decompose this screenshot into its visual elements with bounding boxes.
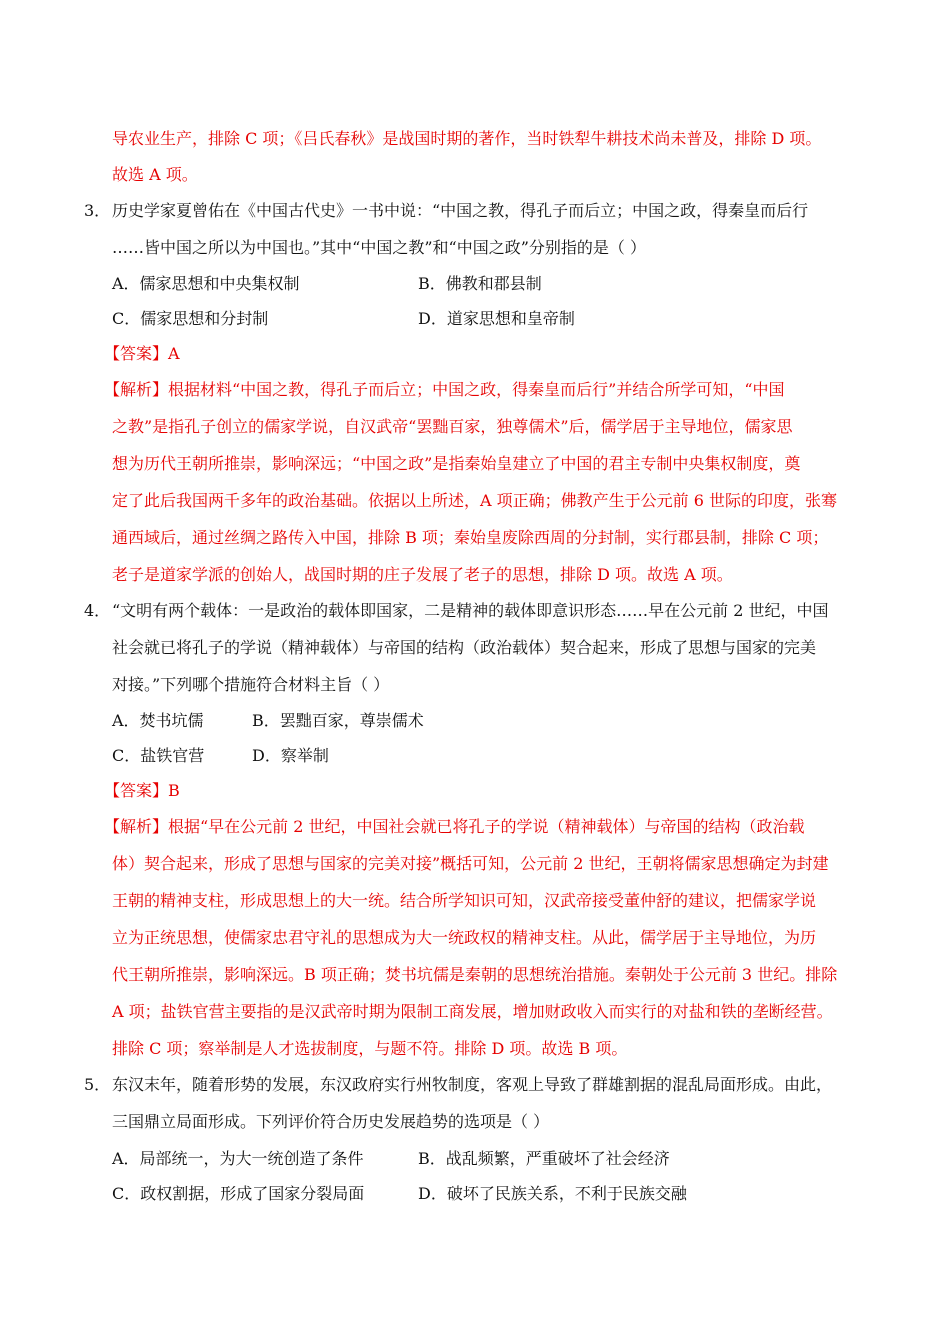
question-3-analysis-line-6: 老子是道家学派的创始人，战国时期的庄子发展了老子的思想，排除 D 项。故选 A 项。 [112,565,733,584]
question-4-analysis-line-5: 代王朝所推崇，影响深远。B 项正确；焚书坑儒是秦朝的思想统治措施。秦朝处于公元前 3 世纪。排除 [112,965,838,984]
question-5-option-c: C．政权割据，形成了国家分裂局面 [112,1184,365,1203]
question-3-number: 3． [84,201,111,220]
question-5-stem-line-1: 东汉末年，随着形势的发展，东汉政府实行州牧制度，客观上导致了群雄割据的混乱局面形成。由此， [112,1075,833,1094]
question-3-stem-line-1: 历史学家夏曾佑在《中国古代史》一书中说：“中国之教，得孔子而后立；中国之政，得秦皇而后行 [112,201,809,220]
question-3-option-d: D．道家思想和皇帝制 [418,309,575,328]
question-4-option-a: A．焚书坑儒 [112,711,204,730]
question-3-analysis-line-5: 通西域后，通过丝绸之路传入中国，排除 B 项；秦始皇废除西周的分封制，实行郡县制，排除 C 项； [112,528,829,547]
question-5-option-a: A．局部统一，为大一统创造了条件 [112,1149,364,1168]
question-4-analysis-line-2: 体）契合起来，形成了思想与国家的完美对接”概括可知，公元前 2 世纪，王朝将儒家思想确定为封建 [112,854,829,873]
question-5-option-d: D．破坏了民族关系，不利于民族交融 [418,1184,687,1203]
question-4-number: 4． [84,601,111,620]
question-4-stem-line-2: 社会就已将孔子的学说（精神载体）与帝国的结构（政治载体）契合起来，形成了思想与国家的完美 [112,638,817,657]
question-3-stem-line-2: ……皆中国之所以为中国也。”其中“中国之教”和“中国之政”分别指的是（ ） [112,238,646,257]
prev-analysis-line-2: 故选 A 项。 [112,165,198,184]
question-3-option-c: C．儒家思想和分封制 [112,309,269,328]
question-4-option-b: B．罢黜百家，尊崇儒术 [252,711,424,730]
question-3-option-a: A．儒家思想和中央集权制 [112,274,300,293]
question-4-stem-line-1: “文明有两个载体：一是政治的载体即国家，二是精神的载体即意识形态……早在公元前 2 世纪，中国 [112,601,829,620]
question-3-analysis-line-3: 想为历代王朝所推崇，影响深远；“中国之政”是指秦始皇建立了中国的君主专制中央集权制度，奠 [112,454,801,473]
question-3-option-b: B．佛教和郡县制 [418,274,542,293]
question-4-analysis-line-7: 排除 C 项；察举制是人才选拔制度，与题不符。排除 D 项。故选 B 项。 [112,1039,628,1058]
question-4-option-c: C．盐铁官营 [112,746,205,765]
question-4-analysis-line-3: 王朝的精神支柱，形成思想上的大一统。结合所学知识可知，汉武帝接受董仲舒的建议，把儒家学说 [112,891,817,910]
question-5-number: 5． [84,1075,111,1094]
question-5-option-b: B．战乱频繁，严重破坏了社会经济 [418,1149,670,1168]
question-4-stem-line-3: 对接。”下列哪个措施符合材料主旨（ ） [112,675,390,694]
question-4-analysis-line-1: 【解析】根据“早在公元前 2 世纪，中国社会就已将孔子的学说（精神载体）与帝国的结构（政治载 [104,817,805,836]
question-5-stem-line-2: 三国鼎立局面形成。下列评价符合历史发展趋势的选项是（ ） [112,1112,550,1131]
question-4-analysis-line-4: 立为正统思想，使儒家忠君守礼的思想成为大一统政权的精神支柱。从此，儒学居于主导地位，为历 [112,928,817,947]
prev-analysis-line-1: 导农业生产，排除 C 项；《吕氏春秋》是战国时期的著作，当时铁犁牛耕技术尚未普及，排除 D 项。 [112,129,822,148]
question-4-answer: 【答案】B [104,781,180,800]
question-4-analysis-line-6: A 项；盐铁官营主要指的是汉武帝时期为限制工商发展，增加财政收入而实行的对盐和铁的垄断经营。 [112,1002,833,1021]
question-4-option-d: D．察举制 [252,746,329,765]
question-3-answer: 【答案】A [104,344,180,363]
question-3-analysis-line-2: 之教”是指孔子创立的儒家学说，自汉武帝“罢黜百家，独尊儒术”后，儒学居于主导地位，儒家思 [112,417,793,436]
question-3-analysis-line-4: 定了此后我国两千多年的政治基础。依据以上所述，A 项正确；佛教产生于公元前 6 世际的印度，张骞 [112,491,837,510]
question-3-analysis-line-1: 【解析】根据材料“中国之教，得孔子而后立；中国之政，得秦皇而后行”并结合所学可知，“中国 [104,380,785,399]
